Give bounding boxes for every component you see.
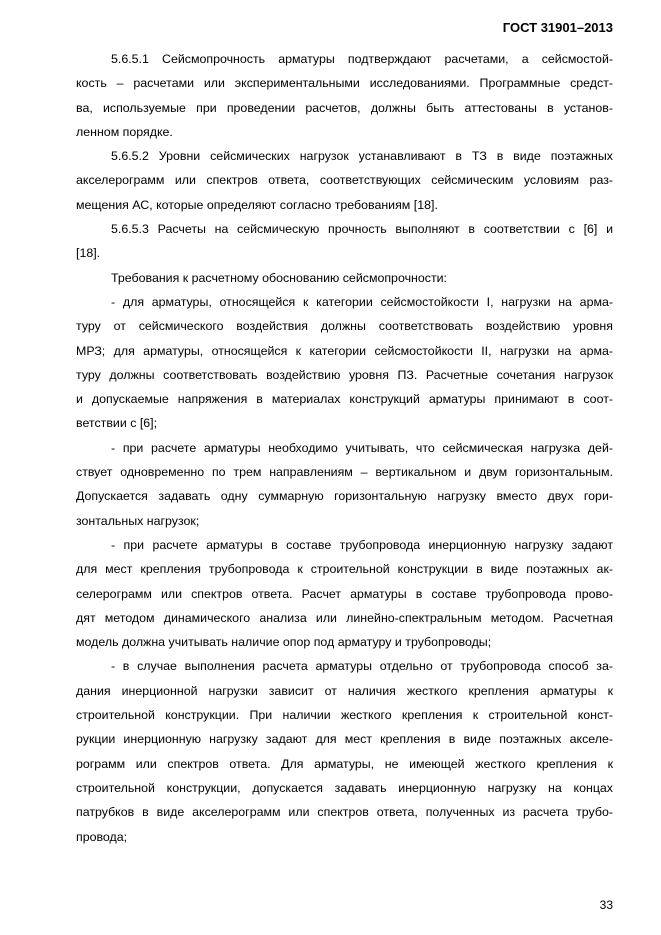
paragraph-line: дания инерционной нагрузки зависит от наличия жесткого крепления арматуры к	[76, 683, 613, 698]
paragraph-line: - для арматуры, относящейся к категории сейсмостойкости I, нагрузки на арма-	[111, 294, 613, 309]
paragraph-line: строительной конструкции, допускается задавать инерционную нагрузку на концах	[76, 780, 613, 795]
paragraph-line: зонтальных нагрузок;	[76, 513, 200, 528]
paragraph-line: - в случае выполнения расчета арматуры отдельно от трубопровода способ за-	[111, 659, 613, 674]
paragraph-line: ствует одновременно по трем направлениям – вертикальном и двум горизонтальным.	[76, 465, 613, 480]
paragraph-line: ленном порядке.	[76, 124, 173, 139]
page-number: 33	[599, 898, 613, 912]
paragraph-line: 5.6.5.3 Расчеты на сейсмическую прочность выполняют в соответствии с [6] и	[111, 222, 613, 237]
paragraph-line: МРЗ; для арматуры, относящейся к категории сейсмостойкости II, нагрузки на арма-	[76, 343, 613, 358]
paragraph-line: - при расчете арматуры в составе трубопровода инерционную нагрузку задают	[111, 537, 613, 552]
paragraph-line: - при расчете арматуры необходимо учитывать, что сейсмическая нагрузка дей-	[111, 440, 613, 455]
paragraph-line: провода;	[76, 829, 128, 844]
paragraph-line: ветствии с [6];	[76, 416, 158, 431]
paragraph-line: патрубков в виде акселерограмм или спектров ответа, полученных из расчета трубо-	[76, 805, 613, 820]
document-header-standard-code: ГОСТ 31901–2013	[502, 20, 613, 35]
paragraph-line: туру от сейсмического воздействия должны соответствовать воздействию уровня	[76, 319, 613, 334]
paragraph-line: рограмм или спектров ответа. Для арматуры, не имеющей жесткого крепления к	[76, 756, 613, 771]
paragraph-line: мещения АС, которые определяют согласно требованиям [18].	[76, 197, 438, 212]
paragraph-line: рукции инерционную нагрузку задают для мест крепления в виде поэтажных акселе-	[76, 732, 613, 747]
paragraph-line: Требования к расчетному обоснованию сейсмопрочности:	[111, 270, 447, 285]
paragraph-line: 5.6.5.2 Уровни сейсмических нагрузок устанавливают в ТЗ в виде поэтажных	[111, 149, 613, 164]
paragraph-line: 5.6.5.1 Сейсмопрочность арматуры подтверждают расчетами, а сейсмостой-	[111, 52, 613, 66]
paragraph-line: и допускаемые напряжения в материалах конструкций арматуры принимают в соот-	[76, 392, 613, 407]
paragraph-line: селерограмм или спектров ответа. Расчет арматуры в составе трубопровода прово-	[76, 586, 613, 601]
paragraph-line: модель должна учитывать наличие опор под арматуру и трубопроводы;	[76, 635, 492, 650]
paragraph-line: акселерограмм или спектров ответа, соответствующих сейсмическим условиям раз-	[76, 173, 613, 188]
paragraph-line: строительной конструкции. При наличии жесткого крепления к строительной конст-	[76, 708, 613, 723]
paragraph-line: кость – расчетами или экспериментальными исследованиями. Программные средст-	[76, 76, 613, 91]
paragraph-line: [18].	[76, 246, 101, 261]
document-body	[76, 47, 613, 849]
paragraph-line: дят методом динамического анализа или линейно-спектральным методом. Расчетная	[76, 610, 613, 625]
paragraph-line: Допускается задавать одну суммарную горизонтальную нагрузку вместо двух гори-	[76, 489, 613, 504]
paragraph-line: ва, используемые при проведении расчетов, должны быть аттестованы в установ-	[76, 100, 613, 115]
paragraph-line: туру должны соответствовать воздействию уровня ПЗ. Расчетные сочетания нагрузок	[76, 367, 613, 382]
paragraph-line: для мест крепления трубопровода к строительной конструкции в виде поэтажных ак-	[76, 562, 613, 577]
